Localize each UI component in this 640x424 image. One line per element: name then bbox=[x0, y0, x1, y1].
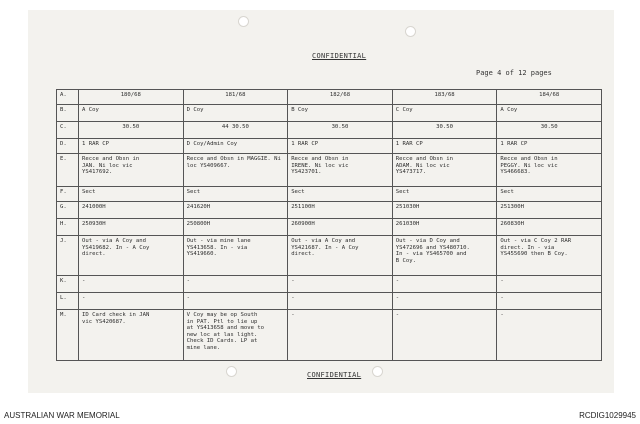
table-cell: 1 RAR CP bbox=[497, 139, 602, 154]
table-row bbox=[57, 202, 602, 219]
table-cell: 241000H bbox=[79, 202, 184, 219]
table-cell: 180/68 bbox=[79, 90, 184, 105]
table-cell: 184/68 bbox=[497, 90, 602, 105]
table-cell: - bbox=[79, 276, 184, 293]
table-cell: 260900H bbox=[288, 219, 393, 236]
page-number: Page 4 of 12 pages bbox=[476, 69, 552, 77]
row-label: H. bbox=[57, 219, 79, 236]
table-cell: - bbox=[497, 293, 602, 310]
table-row bbox=[57, 187, 602, 202]
table-cell: Recce and Obsn in ADAM. Ni loc vic YS473717. bbox=[392, 154, 497, 187]
table-cell: Out - via mine lane YS413658. In - via YS419660. bbox=[183, 236, 288, 276]
table-cell: 250800H bbox=[183, 219, 288, 236]
table-cell: B Coy bbox=[288, 105, 393, 122]
row-label: D. bbox=[57, 139, 79, 154]
table-cell: Out - via D Coy and YS472696 and YS480710. In - via YS465700 and B Coy. bbox=[392, 236, 497, 276]
row-label: G. bbox=[57, 202, 79, 219]
row-label: F. bbox=[57, 187, 79, 202]
table-row bbox=[57, 276, 602, 293]
table-row bbox=[57, 139, 602, 154]
orders-table bbox=[56, 89, 602, 361]
archive-credit: AUSTRALIAN WAR MEMORIAL bbox=[4, 411, 120, 420]
table-cell: 1 RAR CP bbox=[288, 139, 393, 154]
table-cell: Sect bbox=[392, 187, 497, 202]
table-cell: A Coy bbox=[497, 105, 602, 122]
table-cell: 30.50 bbox=[392, 122, 497, 139]
row-label: A. bbox=[57, 90, 79, 105]
table-cell: 30.50 bbox=[497, 122, 602, 139]
table-row bbox=[57, 105, 602, 122]
table-cell: - bbox=[392, 293, 497, 310]
table-cell: - bbox=[392, 310, 497, 361]
table-cell: 181/68 bbox=[183, 90, 288, 105]
table-row bbox=[57, 236, 602, 276]
table-cell: 182/68 bbox=[288, 90, 393, 105]
table-row bbox=[57, 90, 602, 105]
table-cell: - bbox=[183, 276, 288, 293]
table-cell: 183/68 bbox=[392, 90, 497, 105]
header-classification: CONFIDENTIAL bbox=[312, 52, 367, 60]
table-cell: C Coy bbox=[392, 105, 497, 122]
punch-hole bbox=[405, 26, 416, 37]
table-cell: 260830H bbox=[497, 219, 602, 236]
table-cell: V Coy may be op South in PAT. Ptl to lie up at YS413658 and move to new loc at las light. Check ID Cards. LP at mine lane. bbox=[183, 310, 288, 361]
table-cell: - bbox=[183, 293, 288, 310]
table-cell: Sect bbox=[497, 187, 602, 202]
row-label: B. bbox=[57, 105, 79, 122]
row-label: M. bbox=[57, 310, 79, 361]
table-cell: D Coy/Admin Coy bbox=[183, 139, 288, 154]
table-cell: ID Card check in JAN vic YS420687. bbox=[79, 310, 184, 361]
table-cell: Recce and Obsn in JAN. Ni loc vic YS417692. bbox=[79, 154, 184, 187]
row-label: L. bbox=[57, 293, 79, 310]
table-cell: Out - via A Coy and YS419682. In - A Coy direct. bbox=[79, 236, 184, 276]
table-cell: - bbox=[497, 276, 602, 293]
table-cell: Recce and Obsn in MAGGIE. Ni loc YS409667. bbox=[183, 154, 288, 187]
table-cell: - bbox=[497, 310, 602, 361]
punch-hole bbox=[226, 366, 237, 377]
table-cell: Recce and Obsn in PEGGY. Ni loc vic YS466683. bbox=[497, 154, 602, 187]
table-row bbox=[57, 293, 602, 310]
row-label: J. bbox=[57, 236, 79, 276]
table-cell: Recce and Obsn in IRENE. Ni loc vic YS423701. bbox=[288, 154, 393, 187]
table-cell: 251030H bbox=[392, 202, 497, 219]
table-cell: - bbox=[288, 310, 393, 361]
table-cell: 1 RAR CP bbox=[79, 139, 184, 154]
table-cell: 261030H bbox=[392, 219, 497, 236]
row-label: C. bbox=[57, 122, 79, 139]
footer-classification: CONFIDENTIAL bbox=[307, 371, 362, 379]
table-cell: 251100H bbox=[288, 202, 393, 219]
table-cell: 251300H bbox=[497, 202, 602, 219]
table-row bbox=[57, 310, 602, 361]
table-cell: 44 30.50 bbox=[183, 122, 288, 139]
row-label: E. bbox=[57, 154, 79, 187]
table-cell: Sect bbox=[183, 187, 288, 202]
table-row bbox=[57, 154, 602, 187]
table-cell: Sect bbox=[79, 187, 184, 202]
table-cell: - bbox=[288, 276, 393, 293]
punch-hole bbox=[238, 16, 249, 27]
table-row bbox=[57, 219, 602, 236]
table-cell: 1 RAR CP bbox=[392, 139, 497, 154]
table-cell: - bbox=[288, 293, 393, 310]
table-cell: Sect bbox=[288, 187, 393, 202]
table-cell: 30.50 bbox=[79, 122, 184, 139]
table-cell: - bbox=[79, 293, 184, 310]
table-cell: D Coy bbox=[183, 105, 288, 122]
table-cell: Out - via C Coy 2 RAR direct. In - via YS455690 then B Coy. bbox=[497, 236, 602, 276]
table-cell: 30.50 bbox=[288, 122, 393, 139]
archive-reference: RCDIG1029945 bbox=[579, 411, 636, 420]
punch-hole bbox=[372, 366, 383, 377]
table-cell: 241620H bbox=[183, 202, 288, 219]
row-label: K. bbox=[57, 276, 79, 293]
table-cell: 250930H bbox=[79, 219, 184, 236]
table-cell: Out - via A Coy and YS421687. In - A Coy direct. bbox=[288, 236, 393, 276]
table-cell: - bbox=[392, 276, 497, 293]
table-row bbox=[57, 122, 602, 139]
table-cell: A Coy bbox=[79, 105, 184, 122]
